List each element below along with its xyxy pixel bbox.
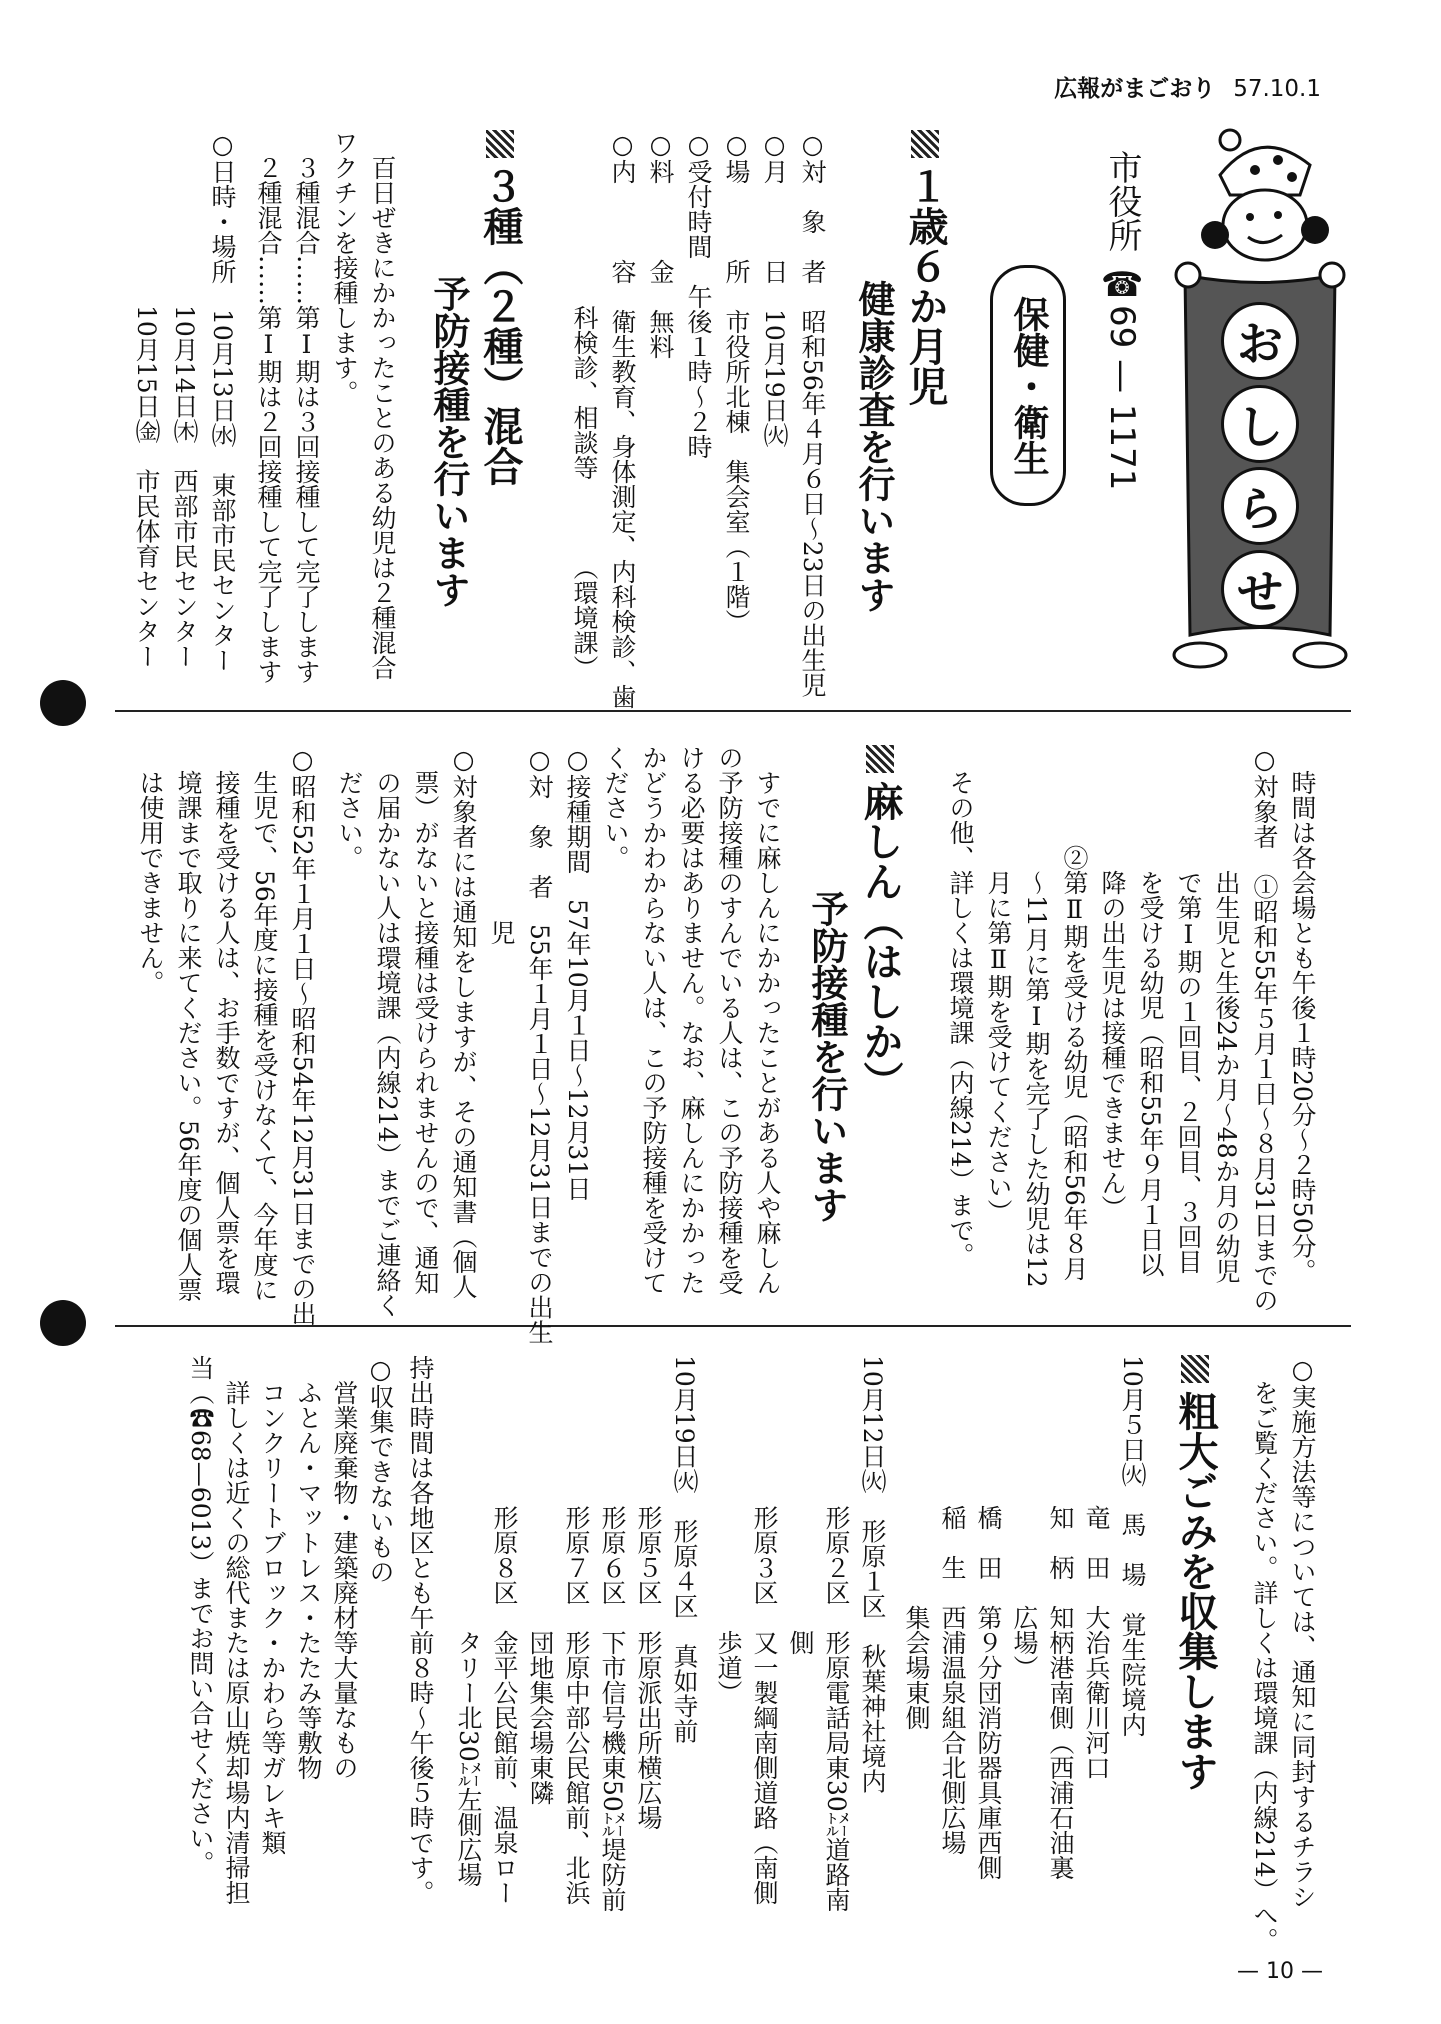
binding-hole-bottom [40, 1300, 86, 1346]
banner-lettering [1205, 300, 1315, 630]
measles-line-5: ください。 [601, 745, 630, 870]
garbage-line-12: 歩道） [714, 1355, 743, 1705]
measles-line-8: 児 [487, 745, 516, 945]
triple-vaccine-line-7: 10月15日㈮ 市民体育センター [132, 130, 161, 669]
mascot-illustration [1160, 115, 1350, 675]
section-badge-label: 保健・衛生 [1008, 295, 1049, 476]
measles-line-4: かどうかわからない人は、この予防接種を受けて [639, 745, 668, 1295]
hatch-marker-icon [866, 745, 894, 773]
garbage-line-21: ○収集できないもの [366, 1355, 395, 1584]
vaccine-cont-line-10: その他、詳しくは環境課（内線214）まで。 [946, 745, 975, 1268]
measles-line-3: ける必要はありません。なお、麻しんにかかった [677, 745, 706, 1295]
checkup-contact: （環境課） [570, 555, 599, 680]
garbage-title [1172, 1355, 1218, 1791]
office-name: 市役所 [1102, 150, 1142, 252]
measles-subtitle: 予防接種を行います [805, 890, 848, 1223]
banner-char-2: し [1221, 385, 1299, 463]
garbage-line-18: 形原８区 金平公民館前、温泉ロー [490, 1355, 519, 1905]
vaccine-cont-line-6: 降の出生児は接種できません） [1098, 745, 1127, 1220]
garbage-line-26: 当（☎68—6013）までお問い合せください。 [186, 1355, 215, 1876]
banner-char-4: せ [1221, 550, 1299, 628]
measles-line-6: ○接種期間 57年10月１日〜12月31日 [563, 745, 592, 1202]
notice-cont-line-1: ○実施方法等については、通知に同封するチラシ [1288, 1355, 1317, 1909]
garbage-line-1: 10月５日㈫ 馬 場 覚生院境内 [1118, 1355, 1147, 1737]
measles-line-9: ○対象者には通知をしますが、その通知書（個人 [449, 745, 478, 1299]
checkup-line-1: ○対 象 者 昭和56年４月６日〜23日の出生児 [798, 130, 827, 698]
garbage-line-20: 持出時間は各地区とも午前８時〜午後５時です。 [406, 1355, 435, 1905]
measles-line-2: の予防接種のすんでいる人は、この予防接種を受 [715, 745, 744, 1295]
vaccine-cont-line-9: 月に第Ⅱ期を受けてください） [984, 745, 1013, 1224]
measles-line-17: は使用できません。 [136, 745, 165, 995]
measles-line-10: 票）がないと接種は受けられませんので、通知 [411, 745, 440, 1295]
checkup-subtitle: 健康診査を行います [852, 280, 895, 613]
hatch-marker-icon [1181, 1355, 1209, 1383]
checkup-title-text: １歳６か月児 [902, 166, 948, 406]
checkup-line-6: ○内 容 衛生教育、身体測定、内科検診、歯 [608, 130, 637, 709]
garbage-line-9: 形原２区 形原電話局東30㍍道路南 [822, 1355, 851, 1912]
vaccine-cont-line-5: を受ける幼児（昭和55年９月１日以 [1136, 745, 1165, 1277]
vaccine-cont-line-4: で第Ⅰ期の１回目、２回目、３回目 [1174, 745, 1203, 1274]
garbage-line-7: 集会場東側 [902, 1355, 931, 1730]
triple-vaccine-line-3: ３種混合……第Ⅰ期は３回接種して完了します [292, 130, 321, 684]
section-badge [990, 265, 1066, 506]
issue-date: 57.10.1 [1233, 76, 1321, 102]
banner-char-3: ら [1221, 467, 1299, 545]
garbage-line-24: コンクリートブロック・かわら等ガレキ類 [258, 1355, 287, 1855]
measles-line-1: すでに麻しんにかかったことがある人や麻しん [753, 745, 782, 1295]
section-divider-upper [115, 710, 1351, 712]
checkup-line-3: ○場 所 市役所北棟 集会室（１階） [722, 130, 751, 634]
vaccine-cont-line-1: 時間は各会場とも午後１時20分〜２時50分。 [1288, 745, 1317, 1284]
hatch-marker-icon [486, 130, 514, 158]
banner-char-1: お [1221, 302, 1299, 380]
measles-line-12: ださい。 [335, 745, 364, 870]
vaccine-cont-line-8: 〜11月に第Ⅰ期を完了した幼児は12 [1022, 745, 1051, 1288]
measles-line-14: 生児で、56年度に接種を受けなくて、今年度に [250, 745, 279, 1302]
triple-vaccine-title-text: ３種（２種）混合 [477, 166, 523, 486]
hatch-marker-icon [911, 130, 939, 158]
office-phone: ☎69 — 1171 [1102, 265, 1142, 491]
triple-vaccine-line-1: 百日ぜきにかかったことのある幼児は２種混合 [368, 130, 397, 680]
triple-vaccine-line-2: ワクチンを接種します。 [330, 130, 359, 405]
garbage-line-4: 広場） [1010, 1355, 1039, 1680]
garbage-line-3: 知 柄 知柄港南側（西浦石油裏 [1046, 1355, 1075, 1880]
page-header [1054, 70, 1321, 103]
checkup-title [902, 130, 948, 406]
page-number: — 10 — [1237, 1959, 1323, 1984]
measles-title [857, 745, 903, 1101]
publication-name: 広報がまごおり [1054, 76, 1216, 102]
vaccine-cont-line-3: 出生児と生後24か月〜48か月の幼児 [1212, 745, 1241, 1284]
garbage-title-text: 粗大ごみを収集します [1172, 1391, 1218, 1791]
checkup-line-2: ○月 日 10月19日㈫ [760, 130, 789, 448]
vaccine-cont-line-2: ○対象者 ①昭和55年５月１日〜８月31日までの [1250, 745, 1279, 1313]
notice-cont-line-2: をご覧ください。詳しくは環境課（内線214）へ。 [1250, 1355, 1279, 1953]
garbage-line-5: 橋 田 第９分団消防器具庫西側 [974, 1355, 1003, 1880]
garbage-line-23: ふとん・マットレス・たたみ等敷物 [294, 1355, 323, 1780]
garbage-line-15: 形原６区 下市信号機東50㍍堤防前 [598, 1355, 627, 1912]
garbage-line-11: 形原３区 又一製綱南側道路（南側 [750, 1355, 779, 1905]
measles-line-15: 接種を受ける人は、お手数ですが、個人票を環 [212, 745, 241, 1295]
garbage-line-22: 営業廃棄物・建築廃材等大量なもの [330, 1355, 359, 1780]
triple-vaccine-line-4: ２種混合……第Ⅰ期は２回接種して完了します [254, 130, 283, 684]
garbage-line-16: 形原７区 形原中部公民館前、北浜 [562, 1355, 591, 1905]
binding-hole-top [40, 680, 86, 726]
measles-line-16: 境課まで取りに来てください。56年度の個人票 [174, 745, 203, 1302]
checkup-line-7: 科検診、相談等 [570, 130, 599, 480]
measles-line-11: の届かない人は環境課（内線214）までご連絡く [373, 745, 402, 1318]
triple-vaccine-title [477, 130, 523, 486]
garbage-line-17: 団地集会場東隣 [526, 1355, 555, 1805]
garbage-line-2: 竜 田 大治兵衛川河口 [1082, 1355, 1111, 1780]
garbage-line-19: タリー北30㍍左側広場 [454, 1355, 483, 1887]
vaccine-cont-line-7: ②第Ⅱ期を受ける幼児（昭和56年８月 [1060, 745, 1089, 1281]
measles-title-text: 麻しん（はしか） [857, 781, 903, 1101]
checkup-line-5: ○料 金 無料 [646, 130, 675, 359]
garbage-line-25: 詳しくは近くの総代または原山焼却場内清掃担 [222, 1355, 251, 1905]
garbage-line-6: 稲 生 西浦温泉組合北側広場 [938, 1355, 967, 1855]
triple-vaccine-line-5: ○日時・場所 10月13日㈬ 東部市民センター [208, 130, 237, 673]
triple-vaccine-line-6: 10月14日㈭ 西部市民センター [170, 130, 199, 669]
garbage-line-13: 10月19日㈫ 形原４区 真如寺前 [670, 1355, 699, 1744]
garbage-line-10: 側 [786, 1355, 815, 1655]
garbage-line-8: 10月12日㈫ 形原１区 秋葉神社境内 [858, 1355, 887, 1794]
garbage-line-14: 形原５区 形原派出所横広場 [634, 1355, 663, 1830]
measles-line-7: ○対 象 者 55年１月１日〜12月31日までの出生 [525, 745, 554, 1345]
measles-line-13: ○昭和52年１月１日〜昭和54年12月31日までの出 [288, 745, 317, 1327]
checkup-line-4: ○受付時間 午後１時〜２時 [684, 130, 713, 459]
triple-vaccine-subtitle: 予防接種を行います [427, 275, 470, 608]
